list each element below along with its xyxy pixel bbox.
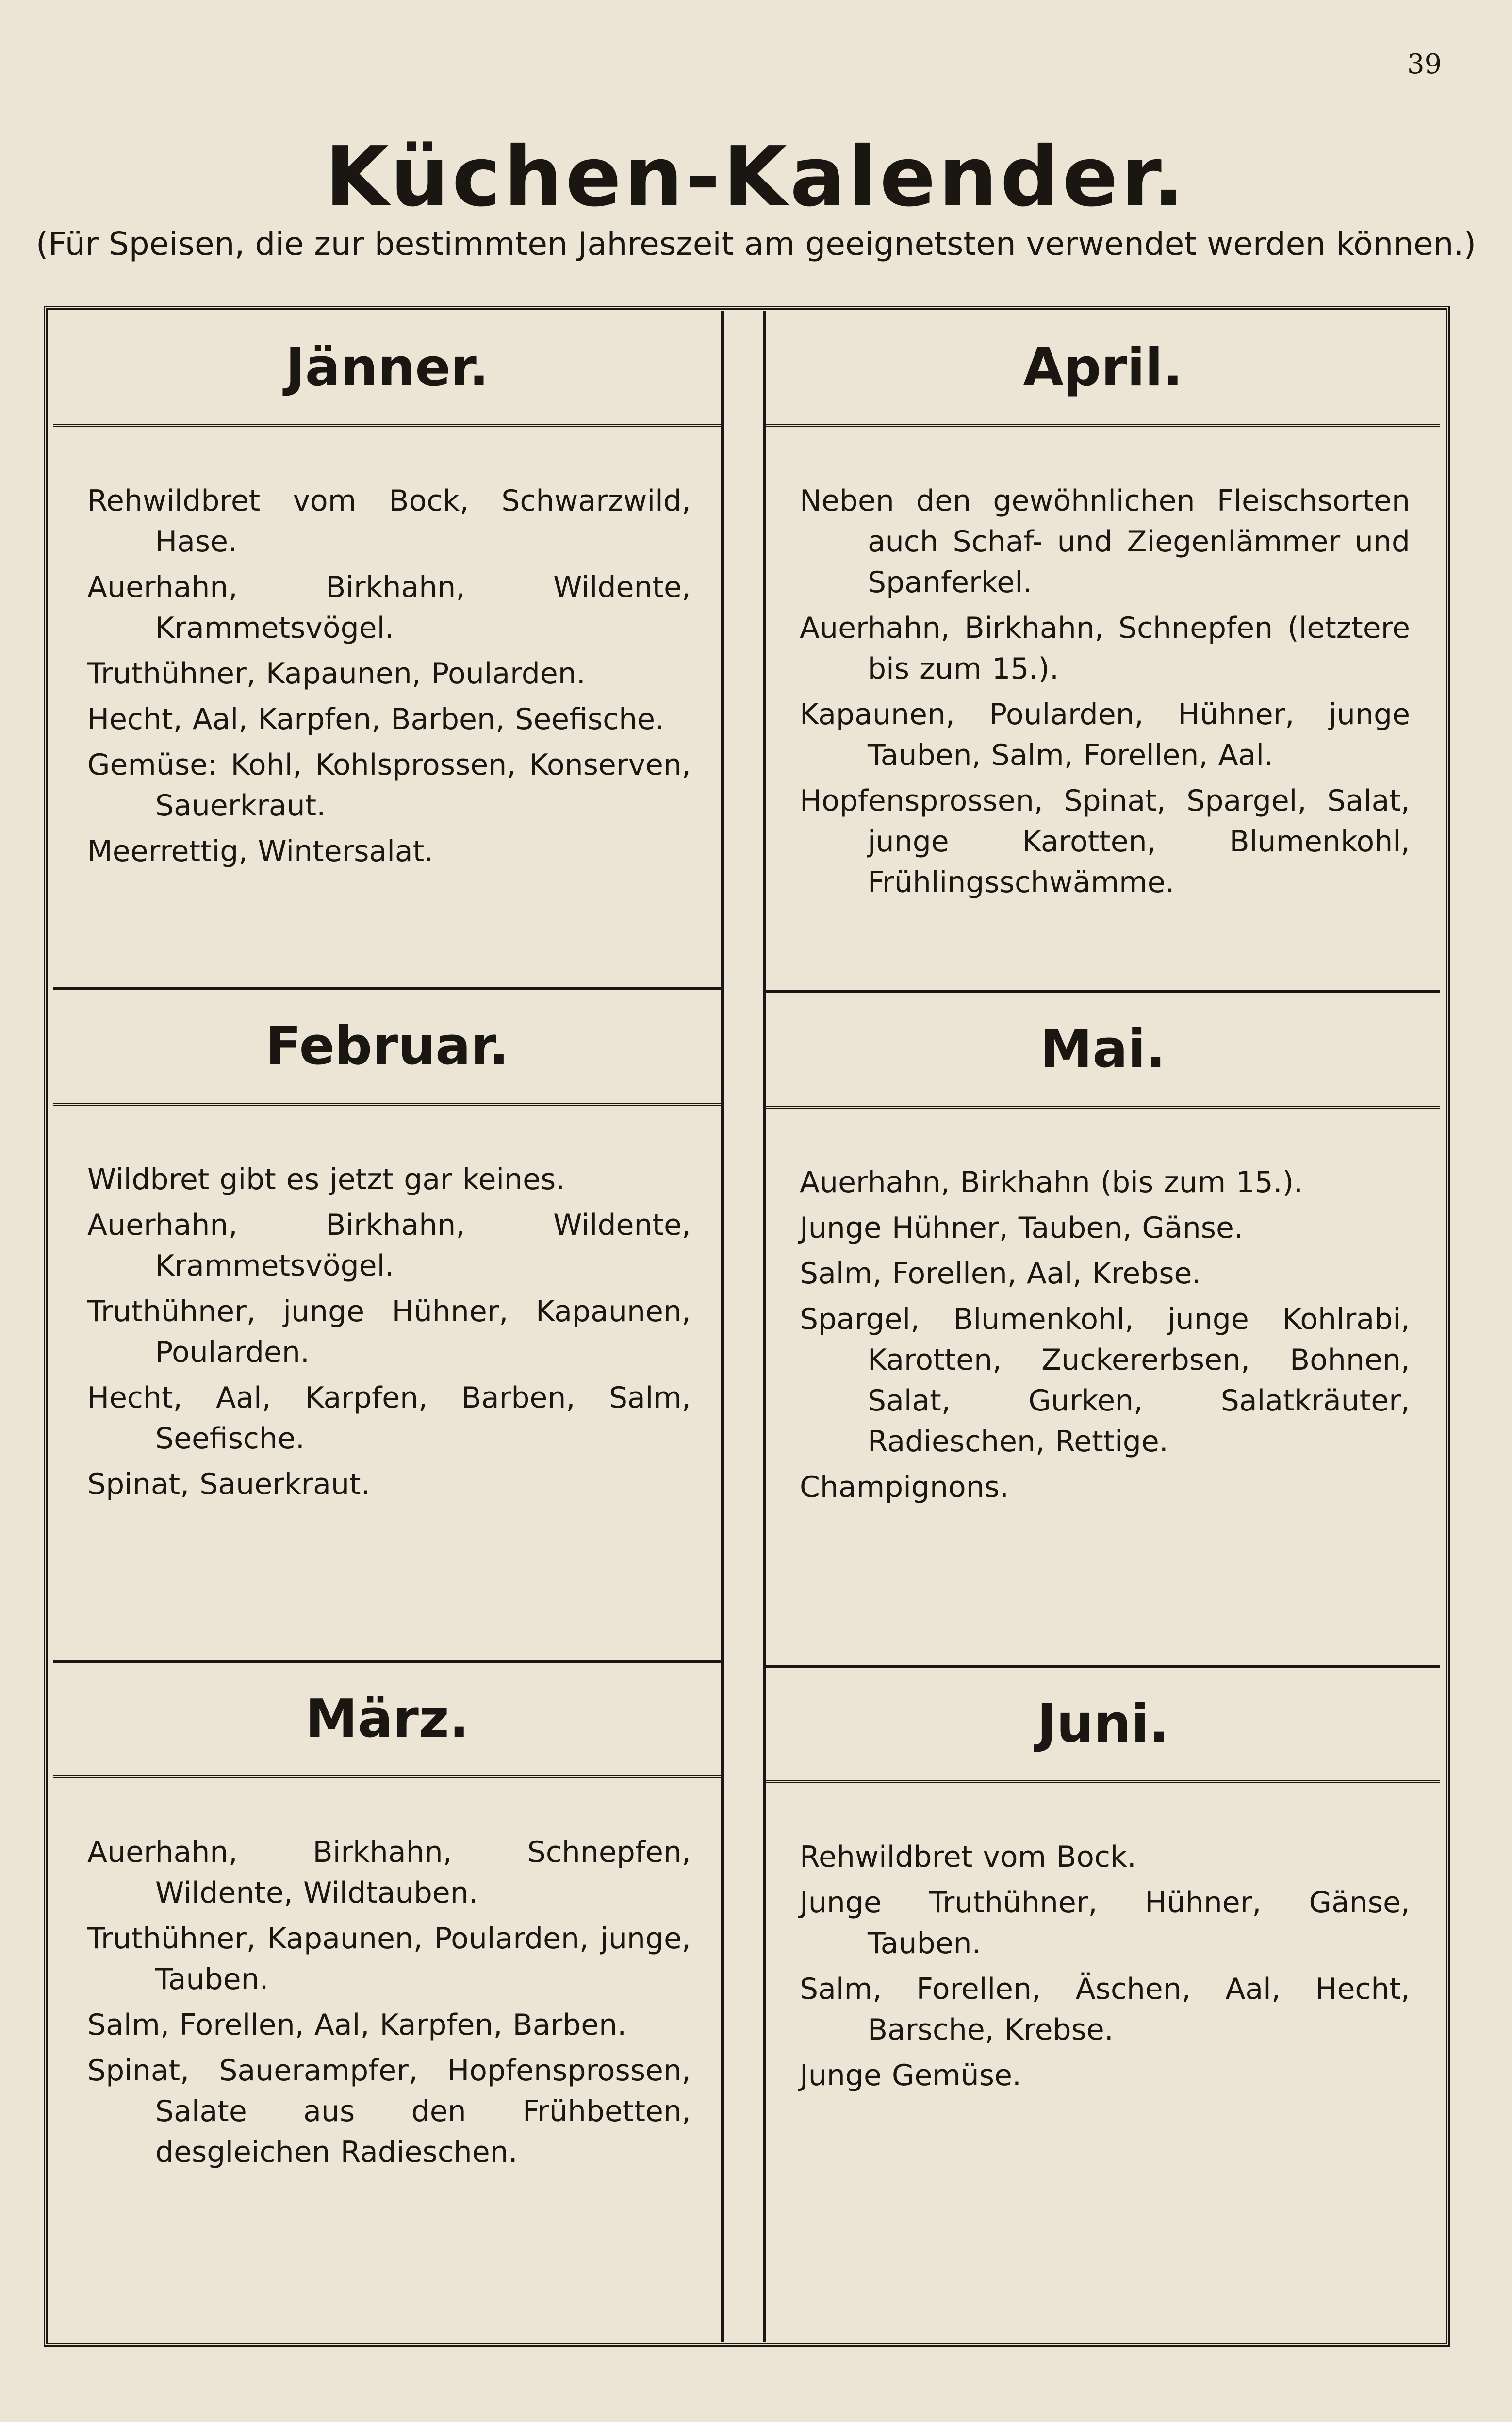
entry: Junge Truthühner, Hühner, Gänse, Tauben. bbox=[800, 1886, 1410, 1960]
entry: Gemüse: Kohl, Kohlsprossen, Konserven, Sauerkraut. bbox=[87, 748, 691, 823]
entry: Salm, Forellen, Äschen, Aal, Hecht, Barsche, Krebse. bbox=[800, 1972, 1410, 2047]
month-cell-februar bbox=[53, 990, 721, 1510]
month-title: März. bbox=[53, 1663, 721, 1778]
entry: Hopfensprossen, Spinat, Spargel, Salat, junge Karotten, Blumenkohl, Frühlingsschwämme. bbox=[800, 784, 1410, 899]
month-entries bbox=[53, 427, 721, 872]
month-title: April. bbox=[766, 312, 1440, 427]
page-subtitle: (Für Speisen, die zur bestimmten Jahreszeit am geeignetsten verwendet werden können.) bbox=[35, 225, 1477, 263]
month-entries bbox=[766, 1109, 1440, 1508]
entry: Spinat, Sauerkraut. bbox=[87, 1467, 370, 1501]
entry: Auerhahn, Birkhahn, Wildente, Krammetsvögel. bbox=[87, 570, 691, 645]
column-divider-left bbox=[721, 311, 724, 2342]
page-title: Küchen-Kalender. bbox=[325, 129, 1187, 225]
month-title: Mai. bbox=[766, 993, 1440, 1109]
entry: Hecht, Aal, Karpfen, Barben, Seefische. bbox=[87, 702, 665, 736]
entry: Truthühner, Kapaunen, Poularden, junge, Tauben. bbox=[87, 1922, 691, 1996]
entry: Spinat, Sauerampfer, Hopfensprossen, Salate aus den Frühbetten, desgleichen Radieschen. bbox=[87, 2054, 691, 2169]
entry: Truthühner, junge Hühner, Kapaunen, Poularden. bbox=[87, 1294, 691, 1369]
month-title: Jänner. bbox=[53, 312, 721, 427]
entry: Auerhahn, Birkhahn (bis zum 15.). bbox=[800, 1165, 1303, 1199]
month-title: Juni. bbox=[766, 1668, 1440, 1783]
entry: Champignons. bbox=[800, 1470, 1009, 1504]
entry: Auerhahn, Birkhahn, Wildente, Krammetsvögel. bbox=[87, 1208, 691, 1283]
entry: Spargel, Blumenkohl, junge Kohlrabi, Karotten, Zuckererbsen, Bohnen, Salat, Gurken, Salatkräuter, Radieschen, Rettige. bbox=[800, 1302, 1410, 1459]
entry: Rehwildbret vom Bock, Schwarzwild, Hase. bbox=[87, 484, 691, 559]
month-cell-maerz bbox=[53, 1663, 721, 2177]
entry: Junge Gemüse. bbox=[800, 2058, 1021, 2092]
entry: Kapaunen, Poularden, Hühner, junge Tauben, Salm, Forellen, Aal. bbox=[800, 697, 1410, 772]
entry: Hecht, Aal, Karpfen, Barben, Salm, Seefische. bbox=[87, 1381, 691, 1456]
entry: Auerhahn, Birkhahn, Schnepfen (letztere bis zum 15.). bbox=[800, 611, 1410, 686]
entry: Junge Hühner, Tauben, Gänse. bbox=[800, 1211, 1243, 1245]
page-number: 39 bbox=[1407, 49, 1442, 80]
entry: Auerhahn, Birkhahn, Schnepfen, Wildente, Wildtauben. bbox=[87, 1835, 691, 1910]
month-title: Februar. bbox=[53, 990, 721, 1106]
month-entries bbox=[766, 1783, 1440, 2096]
entry: Salm, Forellen, Aal, Krebse. bbox=[800, 1257, 1201, 1291]
month-cell-juni bbox=[766, 1668, 1440, 2101]
month-cell-april bbox=[766, 312, 1440, 908]
entry: Rehwildbret vom Bock. bbox=[800, 1840, 1136, 1874]
entry: Meerrettig, Wintersalat. bbox=[87, 834, 434, 868]
entry: Wildbret gibt es jetzt gar keines. bbox=[87, 1162, 565, 1196]
entry: Truthühner, Kapaunen, Poularden. bbox=[87, 657, 586, 691]
entry: Neben den gewöhnlichen Fleischsorten auch Schaf- und Ziegenlämmer und Spanferkel. bbox=[800, 484, 1410, 599]
entry: Salm, Forellen, Aal, Karpfen, Barben. bbox=[87, 2008, 627, 2042]
month-entries bbox=[766, 427, 1440, 903]
month-entries bbox=[53, 1778, 721, 2173]
month-cell-jaenner bbox=[53, 312, 721, 877]
month-entries bbox=[53, 1106, 721, 1505]
month-cell-mai bbox=[766, 993, 1440, 1512]
